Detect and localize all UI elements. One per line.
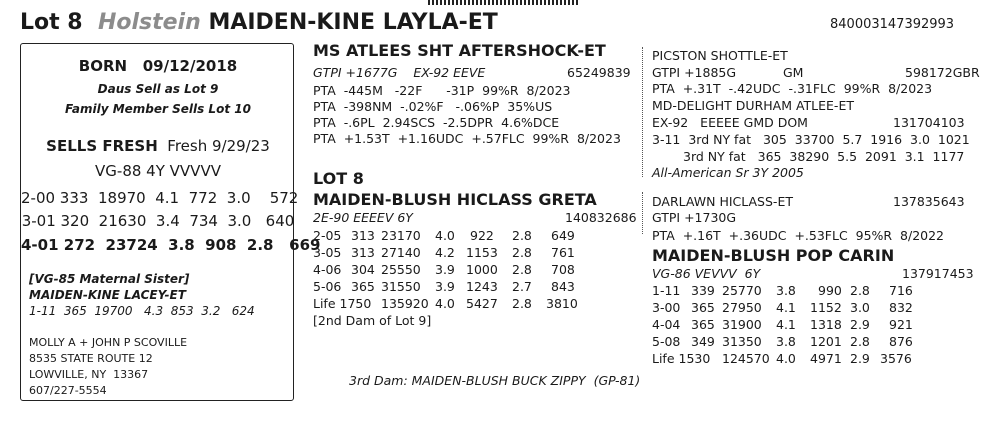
production-record: 4-01 272 23724 3.8 908 2.8 669 [21,236,321,254]
fresh-date: Fresh 9/29/23 [167,137,270,155]
record-pro: 708 [551,262,575,277]
durham-record: 3rd NY fat 365 38290 5.5 2091 3.1 1177 [683,149,965,164]
life-label: Life 1530 [652,351,711,366]
record-days: 365 [691,317,715,332]
record-milk: 27950 [722,300,762,315]
life-fat-pct: 4.0 [435,296,455,311]
animal-name: MAIDEN-KINE LAYLA-ET [208,10,498,35]
record-days: 304 [351,262,375,277]
record-age: 3-00 [652,300,681,315]
record-milk: 23170 [381,228,421,243]
picston-gm: GM [783,65,804,80]
record-pro: 876 [889,334,913,349]
sire-pta-line: PTA -445M -22F -31P 99%R 8/2023 [313,83,571,98]
record-fat-pct: 3.8 [776,283,796,298]
maternal-sister-name: MAIDEN-KINE LACEY-ET [29,288,186,302]
life-fat: 5427 [466,296,498,311]
record-age: 5-08 [652,334,681,349]
record-fat-pct: 4.1 [776,317,796,332]
dam-name: MAIDEN-BLUSH HICLASS GRETA [313,190,597,209]
life-pro: 3810 [546,296,578,311]
maternal-sister-label: [VG-85 Maternal Sister] [29,272,190,286]
record-pro-pct: 2.8 [850,334,870,349]
record-pro: 832 [889,300,913,315]
record-milk: 31550 [381,279,421,294]
record-pro: 843 [551,279,575,294]
record-fat: 922 [470,228,494,243]
life-pro-pct: 2.9 [850,351,870,366]
lot-title [20,10,498,35]
sire-reg: 65249839 [567,65,631,80]
lot-number: Lot 8 [20,10,83,35]
record-pro: 921 [889,317,913,332]
dam-reg: 140832686 [565,210,637,225]
owner-phone: 607/227-5554 [29,384,107,397]
record-fat-pct: 4.1 [776,300,796,315]
record-days: 313 [351,228,375,243]
record-age: 3-05 [313,245,342,260]
durham-record: 3-11 3rd NY fat 305 33700 5.7 1916 3.0 1021 [652,132,970,147]
record-pro: 761 [551,245,575,260]
record-days: 365 [691,300,715,315]
sire-pta-line: PTA -.6PL 2.94SCS -2.5DPR 4.6%DCE [313,115,560,130]
record-pro-pct: 2.9 [850,317,870,332]
daus-sell-note: Daus Sell as Lot 9 [97,82,219,96]
pedigree-bracket-upper [642,47,644,177]
owner-city: LOWVILLE, NY 13367 [29,368,149,381]
darlawn-name: DARLAWN HICLASS-ET [652,194,793,209]
picston-name: PICSTON SHOTTLE-ET [652,48,788,63]
darlawn-pta: PTA +.16T +.36UDC +.53FLC 95%R 8/2022 [652,228,945,243]
production-record: 3-01 320 21630 3.4 734 3.0 640 [21,212,295,230]
life-fat-pct: 4.0 [776,351,796,366]
record-fat: 1153 [466,245,498,260]
life-milk: 135920 [381,296,429,311]
record-fat-pct: 3.9 [435,262,455,277]
record-age: 1-11 [652,283,681,298]
production-record: 2-00 333 18970 4.1 772 3.0 572 [21,189,299,207]
picston-reg: 598172GBR [905,65,980,80]
record-pro-pct: 2.8 [512,245,532,260]
dam-classification: 2E-90 EEEEV 6Y [313,210,413,225]
pop-carin-name: MAIDEN-BLUSH POP CARIN [652,246,895,265]
picston-pta: PTA +.31T -.42UDC -.31FLC 99%R 8/2023 [652,81,933,96]
record-days: 349 [691,334,715,349]
third-dam: 3rd Dam: MAIDEN-BLUSH BUCK ZIPPY (GP-81) [349,373,641,388]
record-pro: 716 [889,283,913,298]
record-fat: 1201 [810,334,842,349]
record-pro-pct: 2.8 [512,262,532,277]
record-age: 4-06 [313,262,342,277]
record-pro-pct: 2.7 [512,279,532,294]
record-age: 5-06 [313,279,342,294]
barcode-fragment [428,0,578,5]
life-label: Life 1750 [313,296,372,311]
dam-note: [2nd Dam of Lot 9] [313,313,432,328]
darlawn-gtpi: GTPI +1730G [652,210,737,225]
darlawn-reg: 137835643 [893,194,965,209]
summary-box [20,43,321,401]
born-date: BORN 09/12/2018 [78,57,238,75]
family-sells-note: Family Member Sells Lot 10 [65,102,251,116]
sire-gtpi: GTPI +1677G EX-92 EEVE [313,65,486,80]
record-fat: 1000 [466,262,498,277]
record-age: 4-04 [652,317,681,332]
classification: VG-88 4Y VVVVV [95,162,221,180]
record-days: 313 [351,245,375,260]
record-milk: 31900 [722,317,762,332]
sells-fresh [21,137,295,155]
sire-pta-line: PTA +1.53T +1.16UDC +.57FLC 99%R 8/2023 [313,131,621,146]
record-milk: 27140 [381,245,421,260]
record-fat: 1243 [466,279,498,294]
record-milk: 25770 [722,283,762,298]
record-age: 2-05 [313,228,342,243]
life-milk: 124570 [722,351,770,366]
record-pro-pct: 2.8 [850,283,870,298]
dam-lot-label: LOT 8 [313,169,364,188]
breed: Holstein [97,10,201,35]
durham-award: All-American Sr 3Y 2005 [652,165,804,180]
pop-carin-reg: 137917453 [902,266,974,281]
life-pro: 3576 [880,351,912,366]
record-fat: 990 [818,283,842,298]
sells-fresh-label: SELLS FRESH [46,137,158,155]
sire-pta-line: PTA -398NM -.02%F -.06%P 35%US [313,99,553,114]
life-fat: 4971 [810,351,842,366]
record-fat-pct: 4.2 [435,245,455,260]
life-pro-pct: 2.8 [512,296,532,311]
picston-gtpi: GTPI +1885G [652,65,737,80]
record-fat-pct: 3.8 [776,334,796,349]
durham-classification: EX-92 EEEEE GMD DOM [652,115,808,130]
owner-name: MOLLY A + JOHN P SCOVILLE [29,336,188,349]
durham-name: MD-DELIGHT DURHAM ATLEE-ET [652,98,854,113]
record-milk: 31350 [722,334,762,349]
record-days: 365 [351,279,375,294]
registration-number: 840003147392993 [830,17,955,32]
record-pro-pct: 2.8 [512,228,532,243]
record-fat: 1152 [810,300,842,315]
pedigree-bracket-lower [642,192,644,234]
record-pro: 649 [551,228,575,243]
pop-carin-classification: VG-86 VEVVV 6Y [652,266,761,281]
owner-address: 8535 STATE ROUTE 12 [29,352,153,365]
durham-reg: 131704103 [893,115,965,130]
sire-name: MS ATLEES SHT AFTERSHOCK-ET [313,41,606,60]
record-milk: 25550 [381,262,421,277]
record-fat-pct: 4.0 [435,228,455,243]
record-fat-pct: 3.9 [435,279,455,294]
record-pro-pct: 3.0 [850,300,870,315]
maternal-sister-record: 1-11 365 19700 4.3 853 3.2 624 [29,304,255,318]
record-fat: 1318 [810,317,842,332]
record-days: 339 [691,283,715,298]
